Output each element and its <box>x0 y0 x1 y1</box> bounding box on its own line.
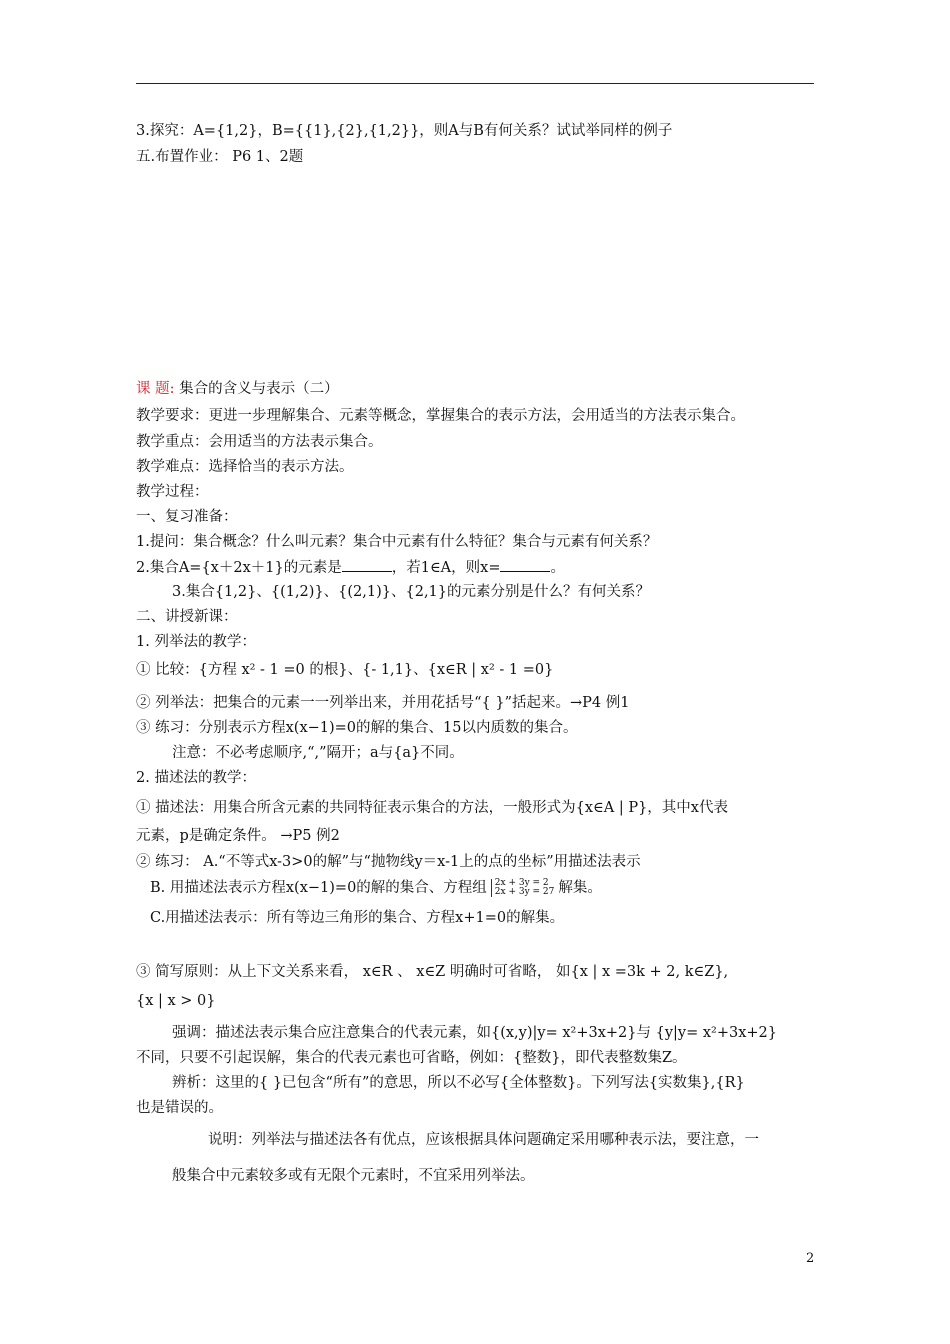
emphasis-2: 不同，只要不引起误解，集合的代表元素也可省略，例如：{整数}，即代表整数集Z。 <box>136 1050 687 1066</box>
review-q2-part3: 。 <box>550 560 565 576</box>
analysis-2: 也是错误的。 <box>136 1100 223 1116</box>
difficulty: 教学难点：选择恰当的表示方法。 <box>136 459 354 475</box>
analysis-1: 辨析：这里的{ }已包含“所有”的意思，所以不必写{全体整数}。下列写法{实数集},{R} <box>172 1075 745 1091</box>
enum-compare: ① 比较：{方程 x² - 1 =0 的根}、{- 1,1}、{x∈R | x² - 1 =0} <box>136 662 554 678</box>
enum-heading: 1. 列举法的教学： <box>136 634 256 650</box>
key-point: 教学重点：会用适当的方法表示集合。 <box>136 434 383 450</box>
simplify-rule-2: {x | x > 0} <box>136 993 216 1009</box>
note-2: 般集合中元素较多或有无限个元素时，不宜采用列举法。 <box>172 1168 535 1184</box>
equation-1: 2x + 3y = 2 <box>494 878 549 888</box>
lesson-title <box>136 379 339 399</box>
emphasis-1: 强调：描述法表示集合应注意集合的代表元素，如{(x,y)|y= x²+3x+2}与 {y|y= x²+3x+2} <box>172 1025 777 1041</box>
simplify-rule-1: ③ 简写原则：从上下文关系来看， x∈R 、 x∈Z 明确时可省略， 如{x | x =3k + 2, k∈Z}, <box>136 964 729 980</box>
desc-practice-c: C.用描述法表示：所有等边三角形的集合、方程x+1=0的解集。 <box>150 910 565 926</box>
enum-practice: ③ 练习：分别表示方程x(x−1)=0的解的集合、15以内质数的集合。 <box>136 720 578 736</box>
desc-practice-a: ② 练习： A.“不等式x-3>0的解”与“抛物线y＝x-1上的点的坐标”用描述法表示 <box>136 854 641 870</box>
review-q2-part2: ，若1∈A，则x= <box>391 560 501 576</box>
answer-blank-1 <box>342 557 392 572</box>
desc-definition-2: 元素，p是确定条件。 →P5 例2 <box>136 828 340 844</box>
process: 教学过程： <box>136 484 209 500</box>
homework-item: 五.布置作业： P6 1、2题 <box>136 149 304 165</box>
note-1: 说明：列举法与描述法各有优点，应该根据具体问题确定采用哪种表示法，要注意，一 <box>208 1132 759 1148</box>
enum-note: 注意：不必考虑顺序,“,”隔开；a与{a}不同。 <box>172 745 464 761</box>
title-text: 集合的含义与表示（二） <box>179 381 339 397</box>
equation-2: 2x + 3y = 27 <box>494 887 555 897</box>
desc-practice-b <box>150 878 602 898</box>
enum-definition: ② 列举法：把集合的元素一一列举出来，并用花括号“{ }”括起来。→P4 例1 <box>136 695 630 711</box>
practice-b-suffix: 解集。 <box>558 880 602 896</box>
review-heading: 一、复习准备： <box>136 509 238 525</box>
header-rule <box>136 83 814 84</box>
title-label: 课 题: <box>136 381 175 397</box>
equation-system <box>491 879 555 897</box>
desc-definition-1: ① 描述法：用集合所含元素的共同特征表示集合的方法，一般形式为{x∈A | P}，其中x代表 <box>136 800 728 816</box>
new-lesson-heading: 二、讲授新课： <box>136 609 238 625</box>
answer-blank-2 <box>500 557 550 572</box>
review-q1: 1.提问：集合概念？什么叫元素？集合中元素有什么特征？集合与元素有何关系？ <box>136 534 658 550</box>
desc-heading: 2. 描述法的教学： <box>136 770 256 786</box>
page-number: 2 <box>806 1251 815 1266</box>
explore-item: 3.探究：A={1,2}，B={{1},{2},{1,2}}，则A与B有何关系？试试举同样的例子 <box>136 123 673 139</box>
review-q2 <box>136 557 565 578</box>
review-q2-part1: 2.集合A={x＋2x＋1}的元素是 <box>136 560 342 576</box>
practice-b-text: B. 用描述法表示方程x(x−1)=0的解的集合、方程组 <box>150 880 487 896</box>
requirement: 教学要求：更进一步理解集合、元素等概念，掌握集合的表示方法，会用适当的方法表示集合。 <box>136 408 745 424</box>
review-q3: 3.集合{1,2}、{(1,2)}、{(2,1)}、{2,1}的元素分别是什么？有何关系？ <box>172 584 651 600</box>
